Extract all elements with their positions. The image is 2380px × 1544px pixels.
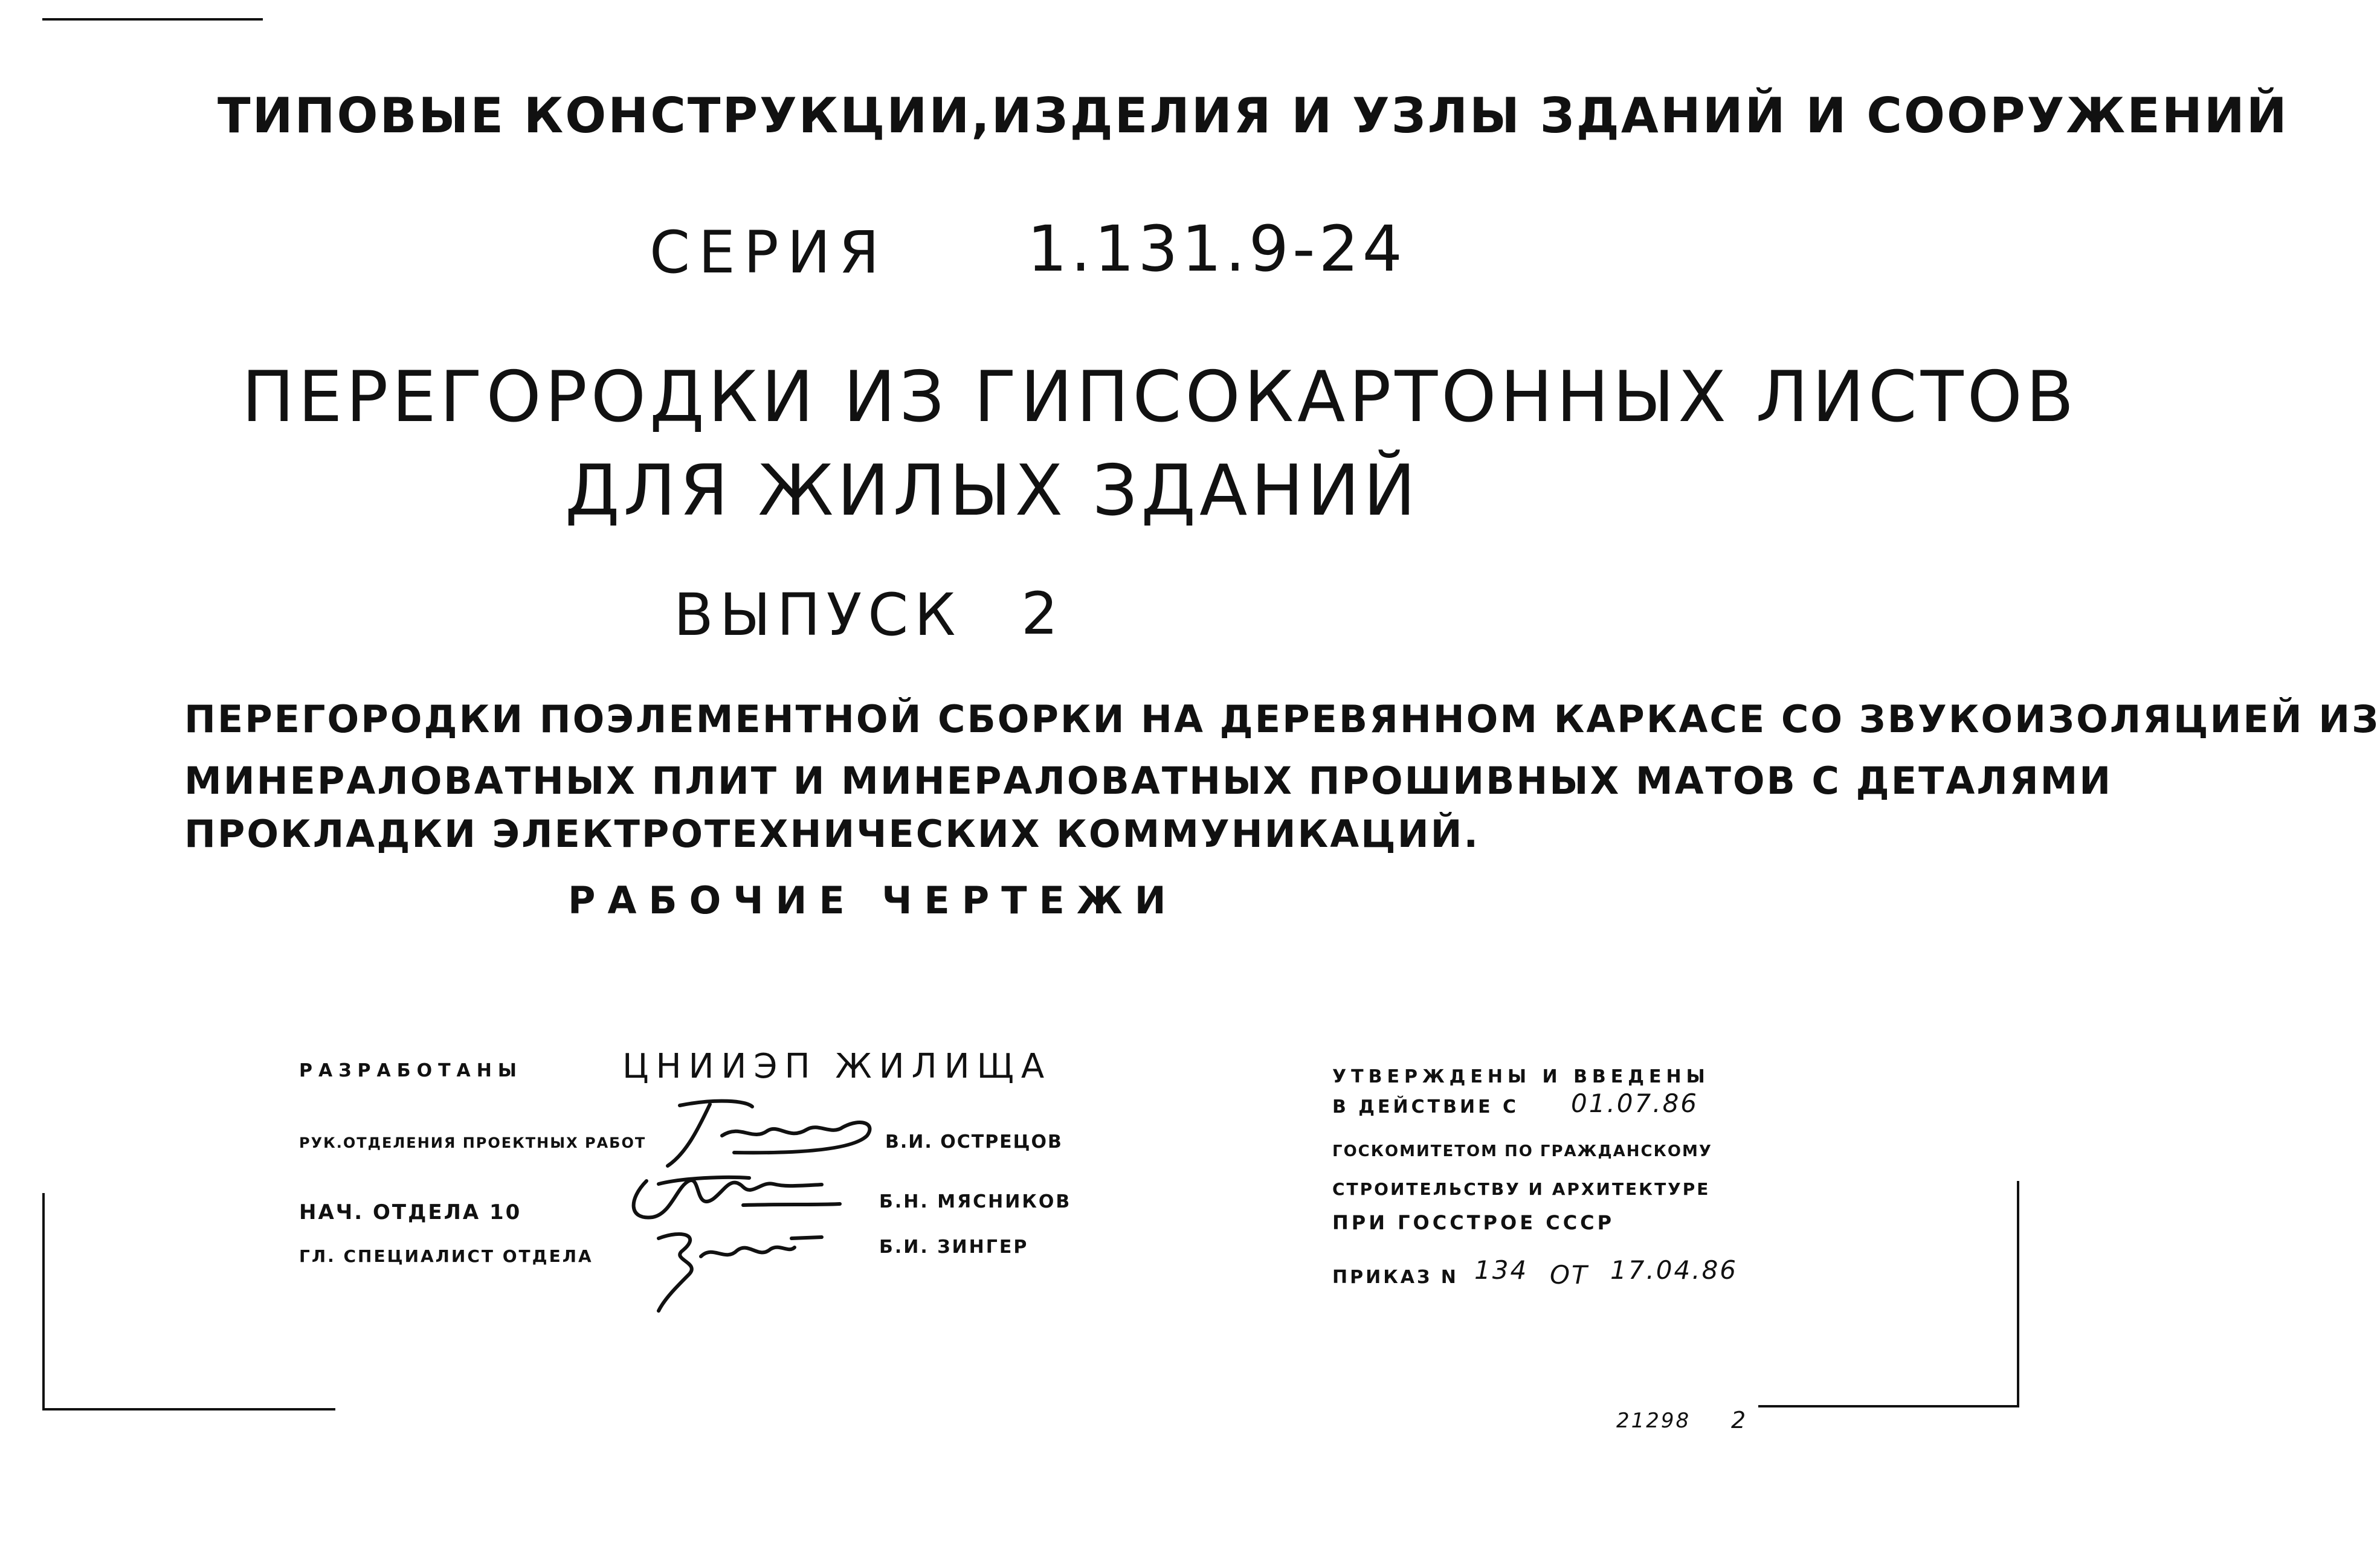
approval-line-3: ГОСКОМИТЕТОМ ПО ГРАЖДАНСКОМУ (1332, 1142, 1712, 1160)
description-line-3: ПРОКЛАДКИ ЭЛЕКТРОТЕХНИЧЕСКИХ КОММУНИКАЦИЙ. (184, 812, 1480, 856)
approval-line-5: ПРИ ГОССТРОЕ СССР (1332, 1211, 1615, 1234)
signature-ostretsov (662, 1093, 885, 1172)
staff-role-1: РУК.ОТДЕЛЕНИЯ ПРОЕКТНЫХ РАБОТ (299, 1134, 647, 1151)
approval-line-2-prefix: В ДЕЙСТВИЕ С (1332, 1096, 1520, 1118)
bottom-left-frame-horizontal (42, 1408, 335, 1411)
staff-name-2: Б.Н. МЯСНИКОВ (879, 1191, 1072, 1212)
description-line-2: МИНЕРАЛОВАТНЫХ ПЛИТ И МИНЕРАЛОВАТНЫХ ПРОШИВНЫХ МАТОВ С ДЕТАЛЯМИ (184, 759, 2113, 803)
description-line-1: ПЕРЕГОРОДКИ ПОЭЛЕМЕНТНОЙ СБОРКИ НА ДЕРЕВЯННОМ КАРКАСЕ СО ЗВУКОИЗОЛЯЦИЕЙ ИЗ (184, 697, 2380, 741)
drawings-label: РАБОЧИЕ ЧЕРТЕЖИ (568, 878, 1178, 922)
signature-myasnikov (622, 1163, 846, 1229)
approval-order-number: 134 (1474, 1255, 1529, 1285)
series-number: 1.131.9-24 (1027, 212, 1406, 286)
approval-effective-date: 01.07.86 (1571, 1089, 1699, 1118)
developer-organization: ЦНИИЭП ЖИЛИЩА (622, 1047, 1052, 1086)
series-label: СЕРИЯ (650, 219, 888, 286)
staff-role-3: ГЛ. СПЕЦИАЛИСТ ОТДЕЛА (299, 1246, 593, 1266)
bottom-right-frame-horizontal (1758, 1405, 2019, 1407)
document-header: ТИПОВЫЕ КОНСТРУКЦИИ,ИЗДЕЛИЯ И УЗЛЫ ЗДАНИЙ И СООРУЖЕНИЙ (218, 88, 2289, 144)
bottom-right-frame-vertical (2017, 1181, 2019, 1407)
bottom-left-frame-vertical (42, 1193, 45, 1411)
footer-doc-number: 21298 (1616, 1409, 1691, 1433)
staff-name-3: Б.И. ЗИНГЕР (879, 1237, 1029, 1258)
issue-label: ВЫПУСК (674, 581, 962, 649)
approval-order-date: 17.04.86 (1610, 1255, 1738, 1285)
approval-order-label: ПРИКАЗ N (1332, 1267, 1459, 1288)
signature-zinger (647, 1220, 828, 1314)
approval-line-4: СТРОИТЕЛЬСТВУ И АРХИТЕКТУРЕ (1332, 1179, 1711, 1199)
issue-number: 2 (1021, 580, 1059, 648)
approval-line-1: УТВЕРЖДЕНЫ И ВВЕДЕНЫ (1332, 1066, 1710, 1087)
developed-label: РАЗРАБОТАНЫ (299, 1060, 523, 1081)
footer-sheet-number: 2 (1731, 1407, 1748, 1433)
staff-name-1: В.И. ОСТРЕЦОВ (885, 1131, 1063, 1153)
approval-order-from: ОТ (1550, 1260, 1589, 1290)
document-title-line-2: ДЛЯ ЖИЛЫХ ЗДАНИЙ (565, 450, 1420, 532)
top-left-frame-line (42, 18, 263, 21)
document-title-line-1: ПЕРЕГОРОДКИ ИЗ ГИПСОКАРТОННЫХ ЛИСТОВ (242, 356, 2078, 438)
staff-role-2: НАЧ. ОТДЕЛА 10 (299, 1200, 522, 1224)
